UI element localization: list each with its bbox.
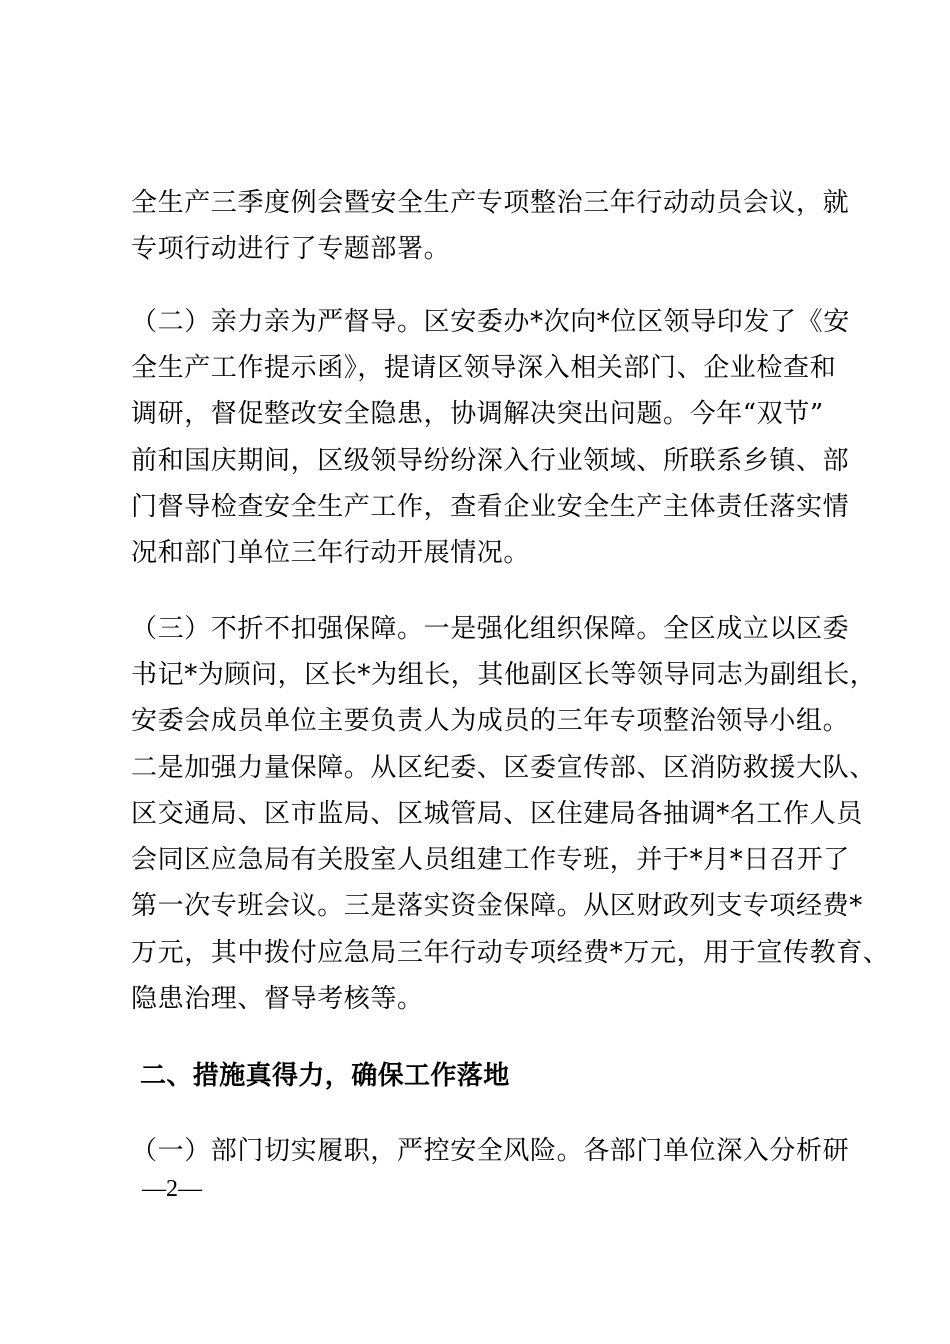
- paragraph-1-line-1: 全生产三季度例会暨安全生产专项整治三年行动动员会议，就: [131, 188, 850, 218]
- paragraph-2-line-2: 全生产工作提示函》，提请区领导深入相关部门、企业检查和: [131, 353, 837, 383]
- paragraph-2-line-4: 前和国庆期间，区级领导纷纷深入行业领域、所联系乡镇、部: [131, 446, 850, 476]
- paragraph-3-line-4: 二是加强力量保障。从区纪委、区委宣传部、区消防救援大队、: [131, 753, 876, 783]
- page-number: —2—: [142, 1176, 202, 1202]
- paragraph-2-line-6: 况和部门单位三年行动开展情况。: [131, 538, 531, 568]
- paragraph-3-line-5: 区交通局、区市监局、区城管局、区住建局各抽调*名工作人员: [131, 799, 863, 829]
- paragraph-2-line-3: 调研，督促整改安全隐患，协调解决突出问题。今年“双节”: [131, 399, 824, 429]
- paragraph-1-line-2: 专项行动进行了专题部署。: [131, 234, 451, 264]
- paragraph-3-line-1: （三）不折不扣强保障。一是强化组织保障。全区成立以区委: [131, 614, 850, 644]
- section-heading: 二、措施真得力，确保工作落地: [140, 1061, 510, 1091]
- paragraph-3-line-3: 安委会成员单位主要负责人为成员的三年专项整治领导小组。: [131, 706, 850, 736]
- paragraph-3-line-9: 隐患治理、督导考核等。: [131, 984, 424, 1014]
- paragraph-2-line-1: （二）亲力亲为严督导。区安委办*次向*位区领导印发了《安: [131, 307, 850, 337]
- paragraph-3-line-6: 会同区应急局有关股室人员组建工作专班，并于*月*日召开了: [131, 845, 850, 875]
- paragraph-3-line-2: 书记*为顾问，区长*为组长，其他副区长等领导同志为副组长，: [131, 660, 877, 690]
- paragraph-3-line-8: 万元，其中拨付应急局三年行动专项经费*万元，用于宣传教育、: [131, 938, 890, 968]
- paragraph-2-line-5: 门督导检查安全生产工作，查看企业安全生产主体责任落实情: [131, 492, 850, 522]
- paragraph-3-line-7: 第一次专班会议。三是落实资金保障。从区财政列支专项经费*: [131, 891, 863, 921]
- paragraph-4-line-1: （一）部门切实履职，严控安全风险。各部门单位深入分析研: [131, 1136, 850, 1166]
